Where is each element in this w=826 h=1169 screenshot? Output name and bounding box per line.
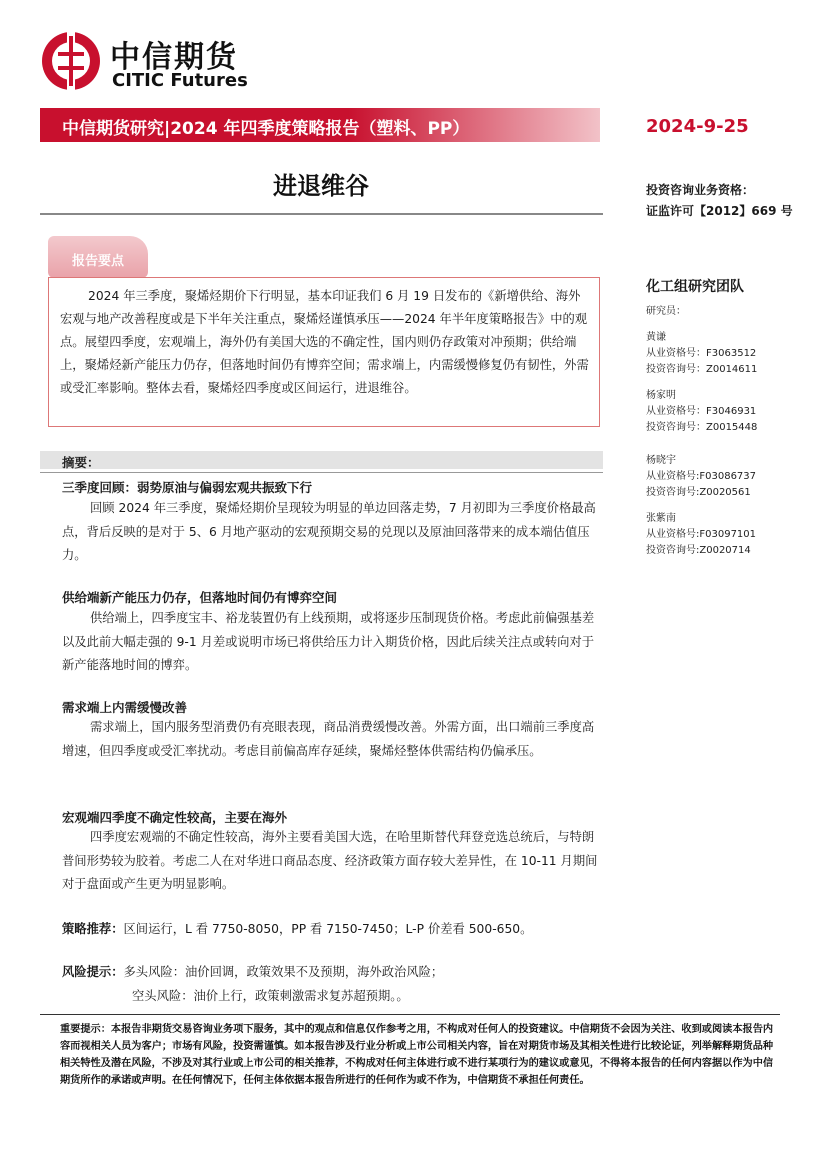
summary-divider [40, 472, 603, 473]
summary-bar [40, 451, 603, 469]
citic-logo-icon [40, 30, 102, 92]
team-title: 化工组研究团队 [646, 279, 744, 295]
risk-short-text: 空头风险：油价上行，政策刺激需求复苏超预期。。 [132, 989, 409, 1003]
team-member [646, 453, 756, 501]
strategy-label: 策略推荐： [62, 922, 124, 936]
qualification-line-1: 投资咨询业务资格： [646, 183, 755, 197]
logo-cn-text: 中信期货 [110, 40, 238, 75]
section-heading: 宏观端四季度不确定性较高，主要在海外 [62, 810, 288, 825]
researcher-label: 研究员： [646, 306, 686, 317]
key-points-label: 报告要点 [72, 254, 125, 269]
qualification-block [646, 180, 793, 222]
section-heading: 三季度回顾：弱势原油与偏弱宏观共振致下行 [62, 480, 313, 495]
banner-title: 中信期货研究|2024 年四季度策略报告（塑料、PP） [62, 119, 470, 139]
member-advisory-id: 投资咨询号：Z0015448 [646, 422, 758, 433]
disclaimer-divider [40, 1014, 780, 1015]
qualification-line-2: 证监许可【2012】669 号 [646, 204, 793, 218]
risk-line-long [62, 962, 443, 980]
member-name: 杨家明 [646, 390, 676, 401]
team-member [646, 388, 757, 436]
section-text: 供给端上，四季度宝丰、裕龙装置仍有上线预期，或将逐步压制现货价格。考虑此前偏强基差以及此前大幅走强的 9-1 月差或说明市场已将供给压力计入期货价格，因此后续关注点或转向对于新产能落地时间的博弈。 [62, 611, 595, 672]
summary-label: 摘要： [62, 455, 100, 470]
disclaimer-text: 重要提示：本报告非期货交易咨询业务项下服务，其中的观点和信息仅作参考之用，不构成对任何人的投资建议。中信期货不会因为关注、收到或阅读本报告内容而视相关人员为客户；市场有风险，投资需谨慎。如本报告涉及行业分析或上市公司相关内容，旨在对期货市场及其相关性进行比较论证，列举解释期货品种相关特性及潜在风险，不涉及对其行业或上市公司的相关推荐，不构成对任何主体进行或不进行某项行为的建议或意见，不得将本报告的任何内容据以作为中信期货所作的承诺或声明。在任何情况下，任何主体依据本报告所进行的任何作为或不作为，中信期货不承担任何责任。 [60, 1024, 774, 1086]
team-member [646, 330, 757, 378]
member-name: 张紫南 [646, 513, 676, 524]
member-practice-id: 从业资格号:F03086737 [646, 471, 757, 482]
section-text: 四季度宏观端的不确定性较高，海外主要看美国大选，在哈里斯替代拜登竞选总统后，与特朗普间形势较为胶着。考虑二人在对华进口商品态度、经济政策方面存较大差异性，在 10-11 月期间对于盘面或产生更为明显影响。 [62, 830, 598, 891]
section-text: 回顾 2024 年三季度，聚烯烃期价呈现较为明显的单边回落走势，7 月初即为三季度价格最高点，背后反映的是对于 5、6 月地产驱动的宏观预期交易的兑现以及原油回落带来的成本端估值压力。 [62, 501, 596, 562]
member-name: 杨晓宇 [646, 455, 676, 466]
member-practice-id: 从业资格号:F03097101 [646, 529, 757, 540]
section-heading: 需求端上内需缓慢改善 [62, 700, 188, 715]
member-practice-id: 从业资格号：F3046931 [646, 406, 757, 417]
strategy-line [62, 919, 532, 937]
team-member [646, 511, 756, 559]
key-points-text: 2024 年三季度，聚烯烃期价下行明显，基本印证我们 6 月 19 日发布的《新增供给、海外宏观与地产改善程度或是下半年关注重点，聚烯烃谨慎承压——2024 年半年度策略报告》中的观点。展望四季度，宏观端上，海外仍有美国大选的不确定性，国内则仍存政策对冲预期；供给端上，聚烯烃新产能压力仍存，但落地时间仍有博弈空间；需求端上，内需缓慢修复仍有韧性，外需或受汇率影响。整体去看，聚烯烃四季度或区间运行，进退维谷。 [60, 289, 589, 395]
section-text: 需求端上，国内服务型消费仍有亮眼表现，商品消费缓慢改善。外需方面，出口端前三季度高增速，但四季度或受汇率扰动。考虑目前偏高库存延续，聚烯烃整体供需结构仍偏承压。 [62, 720, 595, 758]
member-advisory-id: 投资咨询号：Z0014611 [646, 364, 758, 375]
citic-logo [40, 28, 260, 94]
member-advisory-id: 投资咨询号:Z0020714 [646, 545, 751, 556]
member-practice-id: 从业资格号：F3063512 [646, 348, 757, 359]
member-advisory-id: 投资咨询号:Z0020561 [646, 487, 751, 498]
risk-label: 风险提示： [62, 965, 124, 979]
logo-en-text: CITIC Futures [112, 70, 248, 91]
report-title: 进退维谷 [273, 172, 369, 200]
strategy-text: 区间运行，L 看 7750-8050，PP 看 7150-7450；L-P 价差看 500-650。 [123, 922, 533, 936]
title-divider [40, 213, 603, 215]
member-name: 黄谦 [646, 332, 666, 343]
report-date: 2024-9-25 [646, 116, 749, 137]
section-heading: 供给端新产能压力仍存，但落地时间仍有博弈空间 [62, 590, 338, 605]
risk-long-text: 多头风险：油价回调，政策效果不及预期，海外政治风险； [123, 965, 444, 979]
